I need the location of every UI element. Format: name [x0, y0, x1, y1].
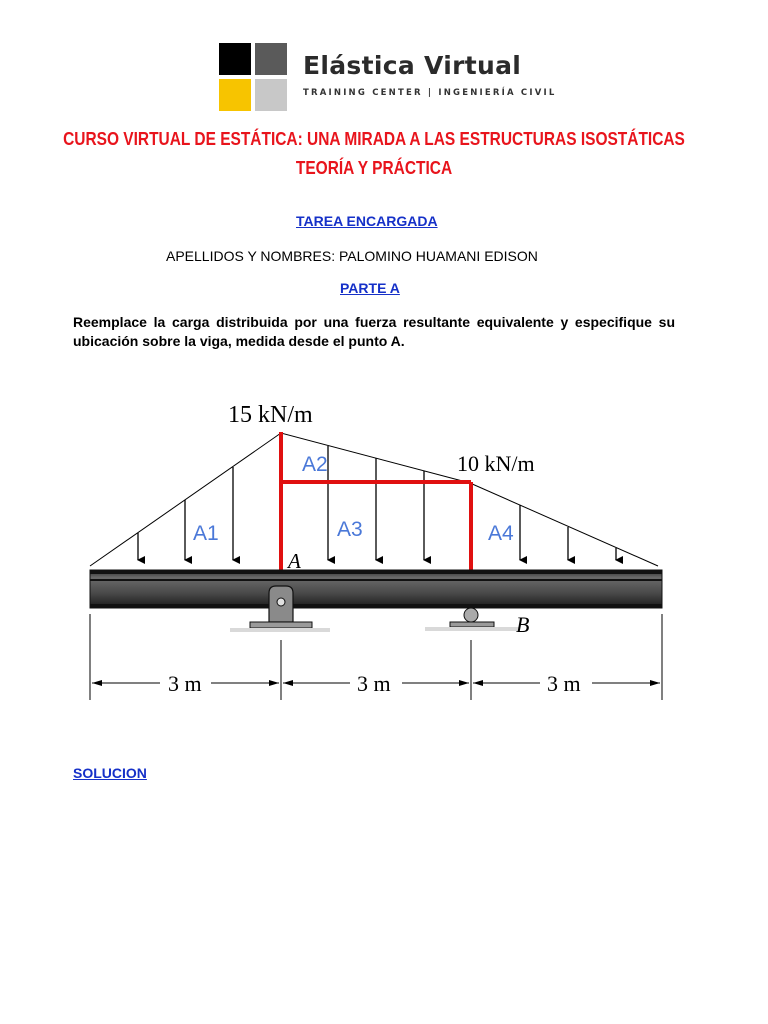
assignment-heading: TAREA ENCARGADA	[296, 213, 438, 229]
point-b-label: B	[516, 612, 530, 637]
beam	[90, 570, 662, 608]
logo-square-yellow	[219, 79, 251, 111]
area-label-a3: A3	[337, 518, 363, 541]
logo-square-black	[219, 43, 251, 75]
dimension-label-3: 3 m	[547, 671, 581, 696]
beam-diagram	[80, 390, 680, 710]
area-label-a1: A1	[193, 522, 219, 545]
solution-heading: SOLUCION	[73, 765, 147, 781]
logo-subtitle: TRAINING CENTER | INGENIERÍA CIVIL	[303, 88, 557, 98]
point-a-label: A	[288, 549, 301, 573]
logo-square-darkgray	[255, 43, 287, 75]
course-subtitle: TEORÍA Y PRÁCTICA	[295, 158, 453, 178]
beam-flange-top	[90, 570, 662, 574]
logo-square-lightgray	[255, 79, 287, 111]
roller-support-b	[425, 608, 519, 631]
load-max-label: 15 kN/m	[228, 402, 313, 428]
load-right-label: 10 kN/m	[457, 451, 535, 476]
logo-squares-icon	[219, 43, 287, 111]
dimension-label-2: 3 m	[357, 671, 391, 696]
problem-statement: Reemplace la carga distribuida por una fuerza resultante equivalente y especifique su ubicación sobre la viga, medida desde el punto A.	[73, 314, 675, 349]
course-title: CURSO VIRTUAL DE ESTÁTICA: UNA MIRADA A LAS ESTRUCTURAS ISOSTÁTICAS	[63, 129, 685, 149]
student-name: APELLIDOS Y NOMBRES: PALOMINO HUAMANI EDISON	[166, 248, 538, 264]
area-label-a2: A2	[302, 453, 328, 476]
part-heading: PARTE A	[340, 280, 400, 296]
brand-logo	[219, 43, 557, 111]
logo-title: Elástica Virtual	[303, 51, 522, 80]
area-label-a4: A4	[488, 522, 514, 545]
dimension-label-1: 3 m	[168, 671, 202, 696]
beam-flange-bottom	[90, 604, 662, 608]
load-profile	[90, 433, 658, 566]
